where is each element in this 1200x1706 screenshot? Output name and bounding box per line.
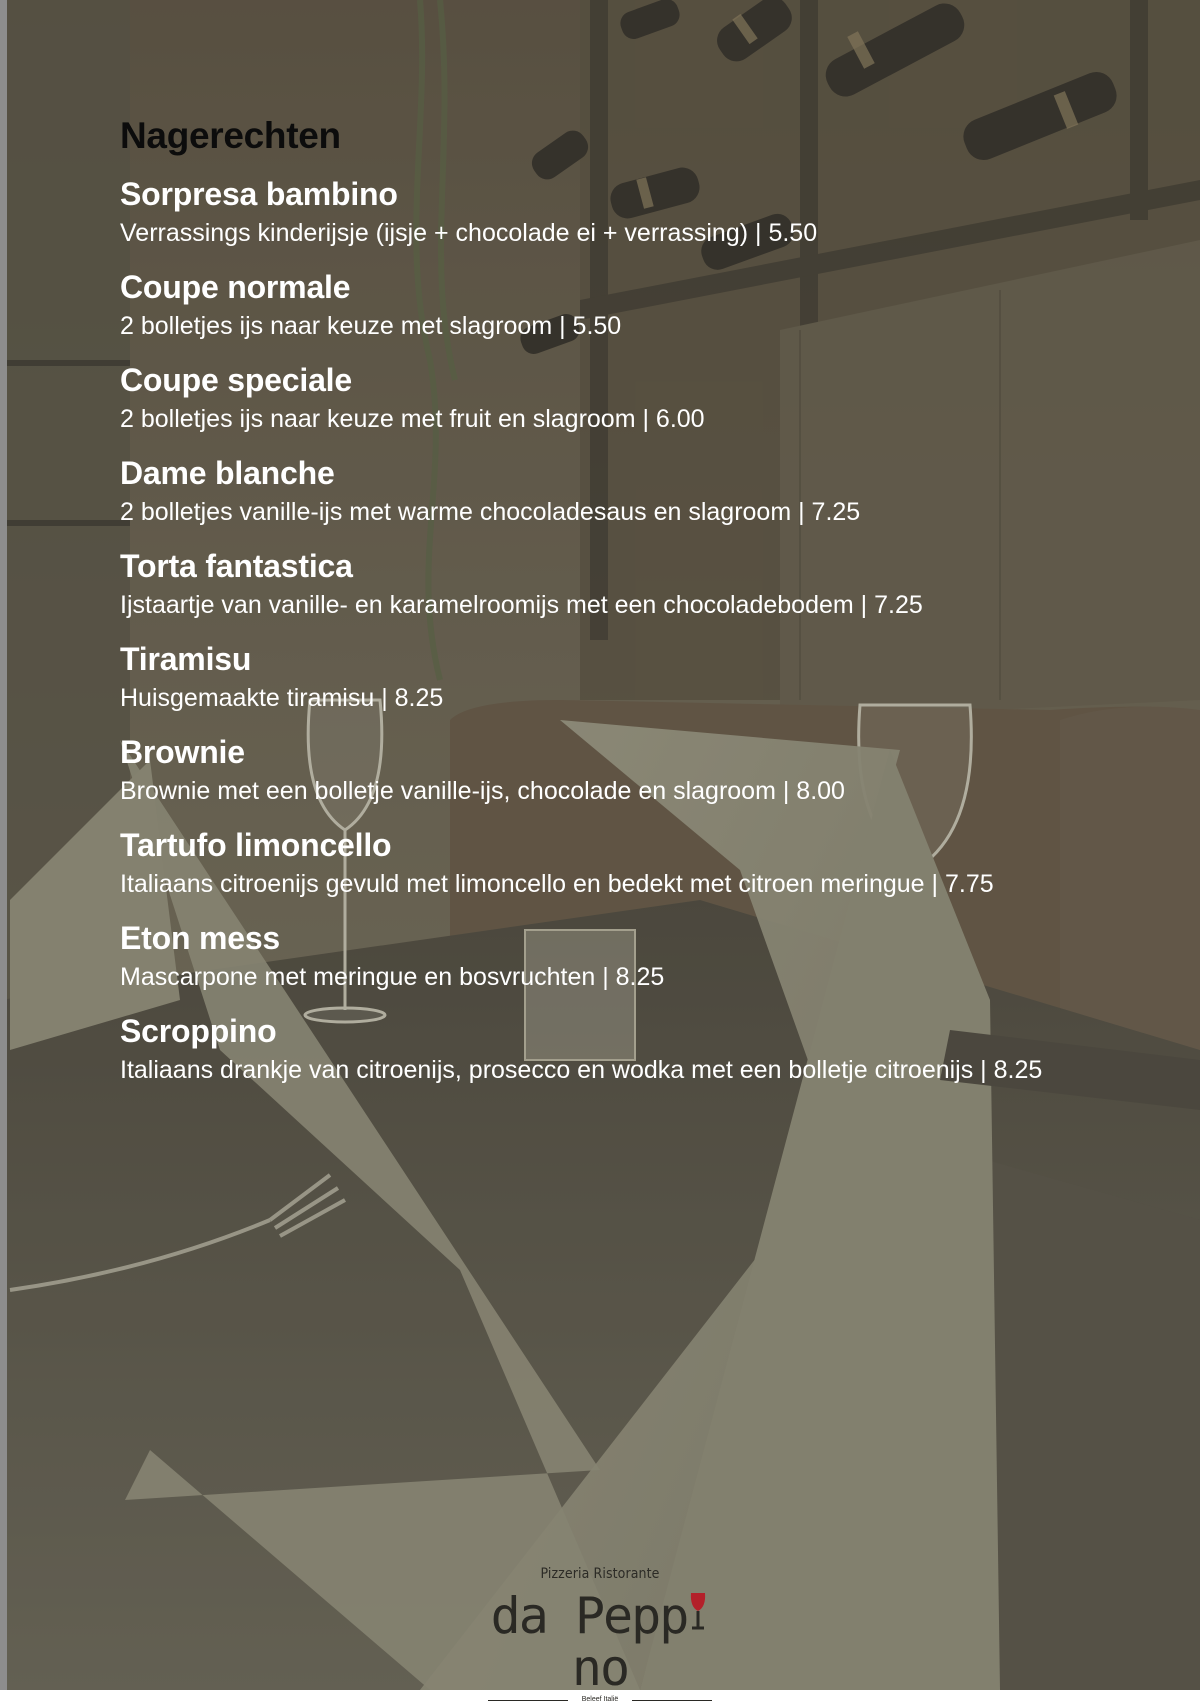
- menu-item-name: Sorpresa bambino: [120, 176, 398, 212]
- menu-item-name: Tartufo limoncello: [120, 827, 392, 863]
- menu-item: [120, 732, 1180, 810]
- menu-item-description: 2 bolletjes ijs naar keuze met slagroom | 5.50: [120, 312, 622, 340]
- menu-item-name: Scroppino: [120, 1013, 277, 1049]
- page-edge-strip: [0, 0, 7, 1690]
- menu-item: [120, 267, 1180, 345]
- menu-item-name: Eton mess: [120, 920, 281, 956]
- menu-item-name: Torta fantastica: [120, 548, 353, 584]
- restaurant-logo: [480, 1565, 720, 1703]
- menu-item: [120, 825, 1180, 903]
- logo-subtitle: Pizzeria Ristorante: [540, 1566, 660, 1582]
- menu-item: [120, 546, 1180, 624]
- menu-item: [120, 918, 1180, 996]
- menu-item-name: Coupe speciale: [120, 362, 352, 398]
- wine-glass-icon: [687, 1587, 709, 1633]
- menu-item-description: 2 bolletjes ijs naar keuze met fruit en slagroom | 6.00: [120, 405, 705, 433]
- logo-line-right: [632, 1700, 712, 1701]
- logo-wordmark: [480, 1587, 720, 1697]
- dessert-menu: [120, 112, 1180, 1104]
- menu-item: [120, 1011, 1180, 1089]
- menu-item-description: Brownie met een bolletje vanille-ijs, chocolade en slagroom | 8.00: [120, 777, 845, 805]
- logo-underline: [480, 1696, 720, 1706]
- logo-tagline: Beleef Italië: [581, 1696, 619, 1703]
- menu-item-name: Tiramisu: [120, 641, 252, 677]
- menu-item-name: Brownie: [120, 734, 245, 770]
- menu-item-name: Dame blanche: [120, 455, 335, 491]
- menu-item-description: Huisgemaakte tiramisu | 8.25: [120, 684, 444, 712]
- menu-title: Nagerechten: [120, 115, 341, 156]
- menu-item-description: Mascarpone met meringue en bosvruchten | 8.25: [120, 963, 665, 991]
- logo-name-part2: no: [571, 1639, 629, 1697]
- menu-item: [120, 453, 1180, 531]
- logo-name-part1: da Pepp: [490, 1587, 688, 1645]
- menu-item: [120, 639, 1180, 717]
- menu-item: [120, 174, 1180, 252]
- menu-item-name: Coupe normale: [120, 269, 351, 305]
- menu-item-description: 2 bolletjes vanille-ijs met warme chocoladesaus en slagroom | 7.25: [120, 498, 861, 526]
- menu-item-description: Italiaans citroenijs gevuld met limoncello en bedekt met citroen meringue | 7.75: [120, 870, 994, 898]
- menu-item-description: Verrassings kinderijsje (ijsje + chocolade ei + verrassing) | 5.50: [120, 219, 818, 247]
- menu-item: [120, 360, 1180, 438]
- menu-item-description: Ijstaartje van vanille- en karamelroomijs met een chocoladebodem | 7.25: [120, 591, 923, 619]
- menu-item-description: Italiaans drankje van citroenijs, prosecco en wodka met een bolletje citroenijs | 8.25: [120, 1056, 1043, 1084]
